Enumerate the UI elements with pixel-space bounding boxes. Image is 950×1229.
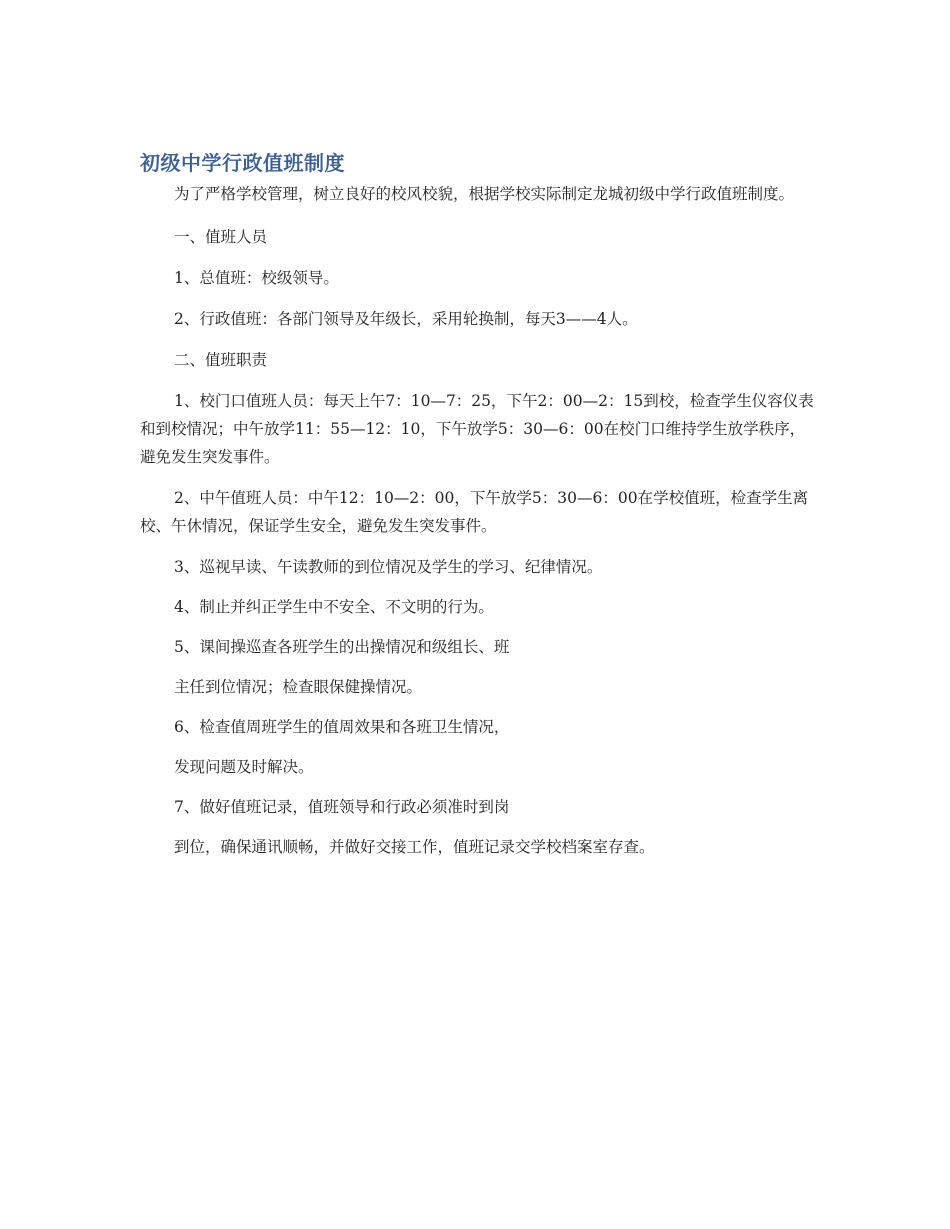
duty-item-7: 7、做好值班记录，值班领导和行政必须准时到岗 bbox=[174, 798, 510, 816]
duty-item-5: 5、课间操巡查各班学生的出操情况和级组长、班 bbox=[174, 638, 510, 656]
section-heading-staff: 一、值班人员 bbox=[174, 228, 268, 246]
duty-item-3: 3、巡视早读、午读教师的到位情况及学生的学习、纪律情况。 bbox=[174, 558, 603, 576]
document-page bbox=[140, 148, 815, 873]
staff-item-1: 1、总值班：校级领导。 bbox=[174, 269, 339, 287]
document-title: 初级中学行政值班制度 bbox=[140, 151, 345, 175]
staff-item-2: 2、行政值班：各部门领导及年级长，采用轮换制，每天3——4人。 bbox=[174, 310, 638, 328]
duty-item-7-continued: 到位，确保通讯顺畅，并做好交接工作，值班记录交学校档案室存查。 bbox=[174, 838, 655, 856]
duty-item-1: 1、校门口值班人员：每天上午7：10—7：25，下午2：00—2：15到校，检查学生仪容仪表和到校情况；中午放学11：55—12：10，下午放学5：30—6：00在校门口维持学生放学秩序，避免发生突发事件。 bbox=[140, 392, 814, 466]
duty-item-4: 4、制止并纠正学生中不安全、不文明的行为。 bbox=[174, 598, 494, 616]
duty-item-6-continued: 发现问题及时解决。 bbox=[174, 758, 314, 776]
intro-paragraph: 为了严格学校管理，树立良好的校风校貌，根据学校实际制定龙城初级中学行政值班制度。 bbox=[174, 185, 795, 203]
duty-item-6: 6、检查值周班学生的值周效果和各班卫生情况， bbox=[174, 718, 510, 736]
section-heading-duties: 二、值班职责 bbox=[174, 351, 268, 369]
duty-item-5-continued: 主任到位情况；检查眼保健操情况。 bbox=[174, 678, 423, 696]
duty-item-2: 2、中午值班人员：中午12：10—2：00，下午放学5：30—6：00在学校值班，检查学生离校、午休情况，保证学生安全，避免发生突发事件。 bbox=[140, 489, 809, 535]
